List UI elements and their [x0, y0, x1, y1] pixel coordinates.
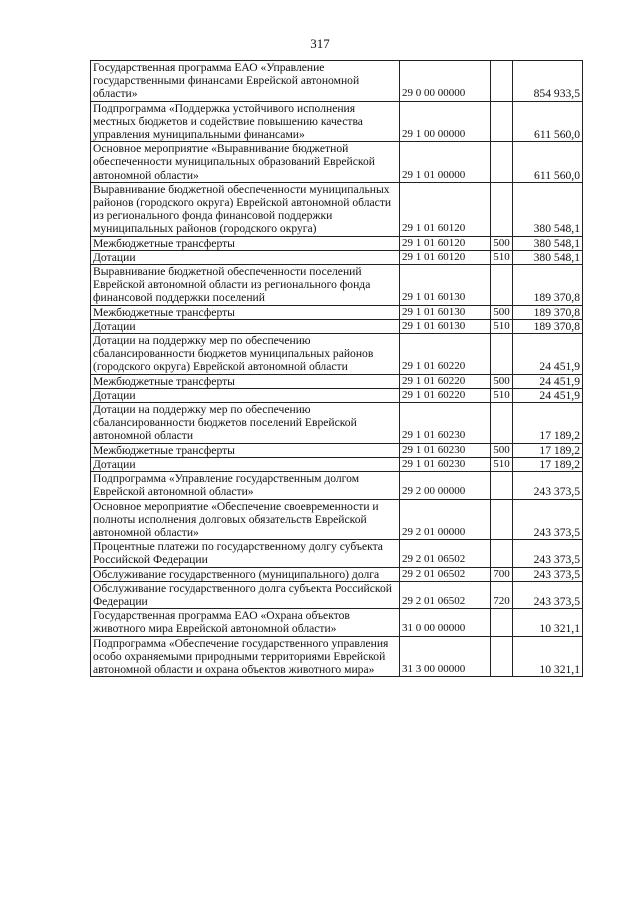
cell-sum: 17 189,2 — [513, 403, 583, 444]
cell-sum: 189 370,8 — [513, 319, 583, 333]
table-row — [91, 499, 583, 540]
cell-vr: 500 — [491, 443, 513, 457]
table-row — [91, 182, 583, 236]
table-row — [91, 334, 583, 375]
cell-vr — [491, 142, 513, 183]
cell-code: 29 1 01 60230 — [400, 443, 491, 457]
table-row — [91, 374, 583, 388]
cell-sum: 17 189,2 — [513, 457, 583, 471]
table-row — [91, 101, 583, 142]
cell-code: 29 1 00 00000 — [400, 101, 491, 142]
cell-name: Обслуживание государственного (муниципального) долга — [91, 567, 400, 581]
cell-code: 29 0 00 00000 — [400, 61, 491, 102]
cell-vr: 510 — [491, 319, 513, 333]
cell-sum: 611 560,0 — [513, 101, 583, 142]
cell-vr — [491, 609, 513, 636]
cell-sum: 243 373,5 — [513, 499, 583, 540]
table-row — [91, 403, 583, 444]
cell-name: Государственная программа ЕАО «Охрана объектов животного мира Еврейской автономной области» — [91, 609, 400, 636]
table-row — [91, 61, 583, 102]
cell-vr: 500 — [491, 374, 513, 388]
cell-sum: 24 451,9 — [513, 374, 583, 388]
table-row — [91, 472, 583, 499]
cell-vr: 510 — [491, 457, 513, 471]
cell-code: 29 1 01 00000 — [400, 142, 491, 183]
table-row — [91, 236, 583, 250]
cell-code: 29 2 01 06502 — [400, 540, 491, 567]
cell-code: 31 0 00 00000 — [400, 609, 491, 636]
cell-sum: 189 370,8 — [513, 305, 583, 319]
table-row — [91, 443, 583, 457]
cell-code: 29 1 01 60130 — [400, 305, 491, 319]
table-row — [91, 581, 583, 608]
cell-sum: 10 321,1 — [513, 636, 583, 677]
cell-name: Межбюджетные трансферты — [91, 305, 400, 319]
table-row — [91, 567, 583, 581]
cell-name: Межбюджетные трансферты — [91, 236, 400, 250]
cell-vr: 500 — [491, 305, 513, 319]
cell-name: Дотации — [91, 319, 400, 333]
cell-name: Государственная программа ЕАО «Управление государственными финансами Еврейской автономной области» — [91, 61, 400, 102]
cell-name: Выравнивание бюджетной обеспеченности муниципальных районов (городского округа) Еврейской автономной области из регионального фонда финансовой поддержки муниципальных районов (городского округа) — [91, 182, 400, 236]
cell-code: 29 1 01 60120 — [400, 236, 491, 250]
cell-name: Межбюджетные трансферты — [91, 374, 400, 388]
cell-sum: 380 548,1 — [513, 250, 583, 264]
table-row — [91, 305, 583, 319]
cell-code: 29 1 01 60130 — [400, 265, 491, 306]
cell-name: Обслуживание государственного долга субъекта Российской Федерации — [91, 581, 400, 608]
cell-vr — [491, 265, 513, 306]
cell-sum: 17 189,2 — [513, 443, 583, 457]
cell-vr — [491, 472, 513, 499]
cell-vr — [491, 334, 513, 375]
cell-vr: 700 — [491, 567, 513, 581]
cell-code: 29 1 01 60220 — [400, 388, 491, 402]
cell-sum: 380 548,1 — [513, 236, 583, 250]
cell-code: 31 3 00 00000 — [400, 636, 491, 677]
cell-name: Подпрограмма «Обеспечение государственного управления особо охраняемыми природными территориями Еврейской автономной области и охрана объектов животного мира» — [91, 636, 400, 677]
cell-sum: 24 451,9 — [513, 388, 583, 402]
cell-name: Основное мероприятие «Выравнивание бюджетной обеспеченности муниципальных образований Еврейской автономной области» — [91, 142, 400, 183]
cell-vr: 720 — [491, 581, 513, 608]
table-row — [91, 250, 583, 264]
cell-vr: 500 — [491, 236, 513, 250]
cell-name: Выравнивание бюджетной обеспеченности поселений Еврейской автономной области из регионального фонда финансовой поддержки поселений — [91, 265, 400, 306]
cell-code: 29 1 01 60220 — [400, 374, 491, 388]
cell-vr: 510 — [491, 388, 513, 402]
cell-name: Дотации — [91, 388, 400, 402]
cell-name: Дотации на поддержку мер по обеспечению сбалансированности бюджетов поселений Еврейской автономной области — [91, 403, 400, 444]
cell-sum: 243 373,5 — [513, 472, 583, 499]
cell-name: Межбюджетные трансферты — [91, 443, 400, 457]
cell-sum: 24 451,9 — [513, 334, 583, 375]
table-row — [91, 457, 583, 471]
cell-code: 29 1 01 60120 — [400, 182, 491, 236]
table-row — [91, 388, 583, 402]
cell-vr — [491, 61, 513, 102]
cell-name: Дотации — [91, 457, 400, 471]
cell-code: 29 1 01 60130 — [400, 319, 491, 333]
cell-code: 29 1 01 60220 — [400, 334, 491, 375]
budget-table — [90, 60, 583, 677]
cell-vr — [491, 636, 513, 677]
cell-sum: 10 321,1 — [513, 609, 583, 636]
cell-code: 29 2 01 06502 — [400, 581, 491, 608]
cell-sum: 243 373,5 — [513, 581, 583, 608]
cell-name: Дотации — [91, 250, 400, 264]
cell-sum: 380 548,1 — [513, 182, 583, 236]
table-row — [91, 142, 583, 183]
cell-code: 29 2 01 00000 — [400, 499, 491, 540]
cell-vr — [491, 403, 513, 444]
cell-code: 29 1 01 60120 — [400, 250, 491, 264]
cell-name: Дотации на поддержку мер по обеспечению сбалансированности бюджетов муниципальных районов (городского округа) Еврейской автономной области — [91, 334, 400, 375]
table-row — [91, 319, 583, 333]
cell-sum: 189 370,8 — [513, 265, 583, 306]
page-number: 317 — [310, 36, 330, 51]
cell-code: 29 2 00 00000 — [400, 472, 491, 499]
cell-name: Основное мероприятие «Обеспечение своевременности и полноты исполнения долговых обязательств Еврейской автономной области» — [91, 499, 400, 540]
cell-sum: 854 933,5 — [513, 61, 583, 102]
cell-vr — [491, 101, 513, 142]
cell-sum: 243 373,5 — [513, 540, 583, 567]
cell-code: 29 1 01 60230 — [400, 457, 491, 471]
cell-sum: 243 373,5 — [513, 567, 583, 581]
cell-name: Подпрограмма «Управление государственным долгом Еврейской автономной области» — [91, 472, 400, 499]
cell-code: 29 2 01 06502 — [400, 567, 491, 581]
cell-vr: 510 — [491, 250, 513, 264]
cell-code: 29 1 01 60230 — [400, 403, 491, 444]
cell-name: Процентные платежи по государственному долгу субъекта Российской Федерации — [91, 540, 400, 567]
cell-vr — [491, 499, 513, 540]
cell-vr — [491, 182, 513, 236]
cell-vr — [491, 540, 513, 567]
table-row — [91, 265, 583, 306]
cell-name: Подпрограмма «Поддержка устойчивого исполнения местных бюджетов и содействие повышению качества управления муниципальными финансами» — [91, 101, 400, 142]
table-row — [91, 636, 583, 677]
table-row — [91, 540, 583, 567]
budget-table-body — [91, 61, 583, 677]
cell-sum: 611 560,0 — [513, 142, 583, 183]
table-row — [91, 609, 583, 636]
